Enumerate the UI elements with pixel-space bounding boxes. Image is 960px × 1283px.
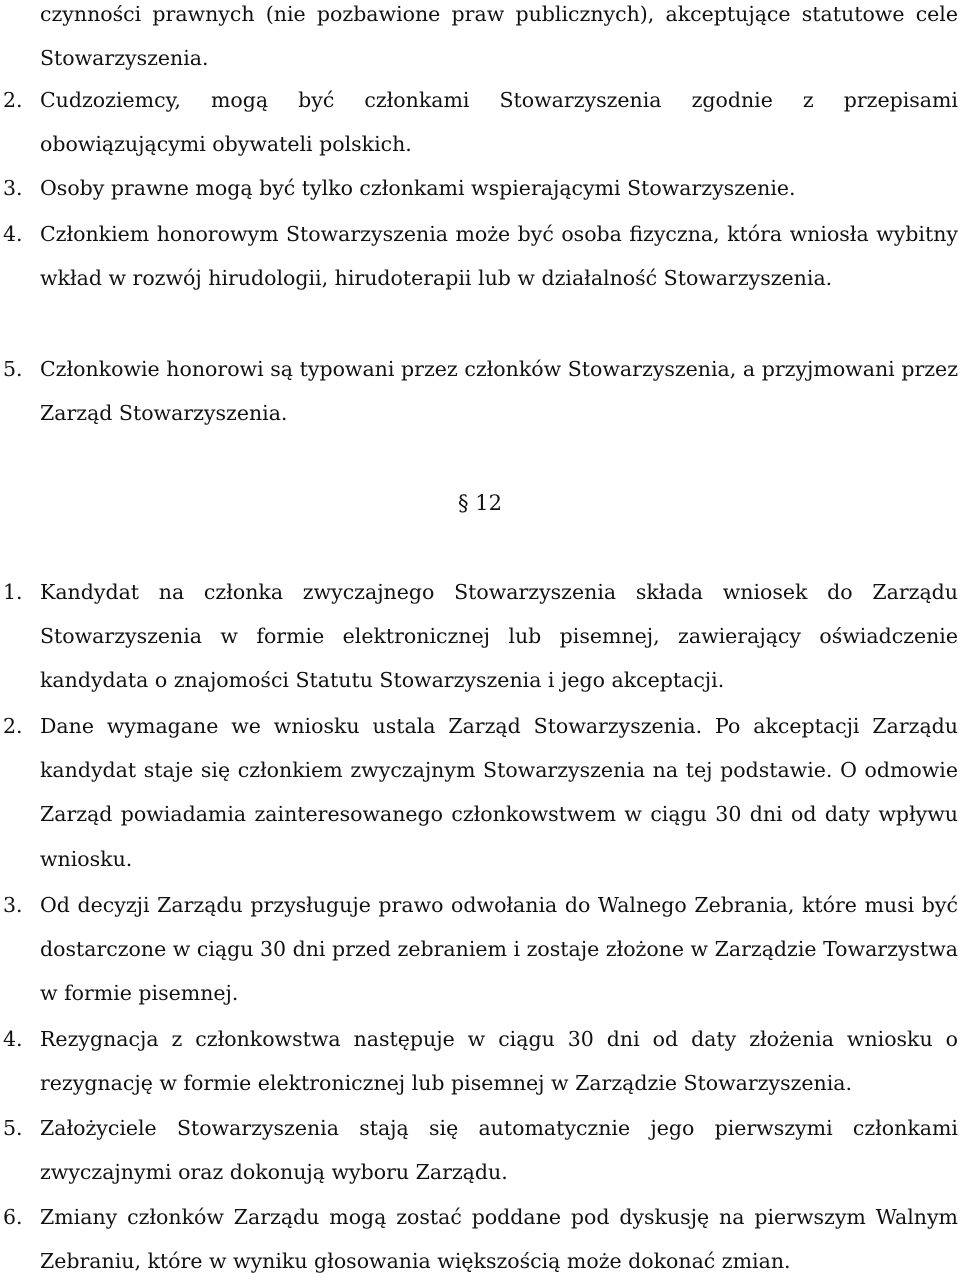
item-number: 2.: [3, 88, 23, 112]
item-number: 6.: [3, 1205, 23, 1229]
list-item: [3, 1106, 958, 1194]
item-number: 3.: [3, 176, 23, 200]
item-text: Członkiem honorowym Stowarzyszenia może być osoba fizyczna, która wniosła wybitny wkład w rozwój hirudologii, hirudoterapii lub w działalność Stowarzyszenia.: [40, 222, 958, 291]
item-text: Członkowie honorowi są typowani przez członków Stowarzyszenia, a przyjmowani przez Zarząd Stowarzyszenia.: [40, 357, 958, 426]
continuation-paragraph: czynności prawnych (nie pozbawione praw publicznych), akceptujące statutowe cele Stowarzyszenia.: [40, 2, 958, 71]
item-text: Założyciele Stowarzyszenia stają się automatycznie jego pierwszymi członkami zwyczajnymi oraz dokonują wyboru Zarządu.: [40, 1116, 958, 1185]
item-number: 4.: [3, 1027, 23, 1051]
list-item: [3, 166, 958, 210]
list-item: [3, 883, 958, 1016]
item-text: Zmiany członków Zarządu mogą zostać poddane pod dyskusję na pierwszym Walnym Zebraniu, które w wyniku głosowania większością może dokonać zmian.: [40, 1205, 958, 1274]
item-text: Rezygnacja z członkowstwa następuje w ciągu 30 dni od daty złożenia wniosku o rezygnację w formie elektronicznej lub pisemnej w Zarządzie Stowarzyszenia.: [40, 1027, 958, 1096]
item-number: 1.: [3, 580, 23, 604]
item-number: 4.: [3, 222, 23, 246]
list-item: [3, 78, 958, 166]
item-text: Cudzoziemcy, mogą być członkami Stowarzyszenia zgodnie z przepisami obowiązującymi obywateli polskich.: [40, 88, 958, 157]
list-item: [3, 1017, 958, 1105]
list-item: [3, 570, 958, 703]
item-text: Osoby prawne mogą być tylko członkami wspierającymi Stowarzyszenie.: [40, 176, 796, 200]
list-item: [3, 1195, 958, 1283]
item-number: 5.: [3, 357, 23, 381]
item-text: Kandydat na członka zwyczajnego Stowarzyszenia składa wniosek do Zarządu Stowarzyszenia w formie elektronicznej lub pisemnej, zawierający oświadczenie kandydata o znajomości Statutu Stowarzyszenia i jego akceptacji.: [40, 580, 958, 693]
list-item: [3, 347, 958, 435]
item-number: 3.: [3, 893, 23, 917]
list-item: [3, 212, 958, 300]
item-text: Dane wymagane we wniosku ustala Zarząd Stowarzyszenia. Po akceptacji Zarządu kandydat staje się członkiem zwyczajnym Stowarzyszenia na tej podstawie. O odmowie Zarząd powiadamia zainteresowanego członkowstwem w ciągu 30 dni od daty wpływu wniosku.: [40, 714, 958, 871]
item-text: Od decyzji Zarządu przysługuje prawo odwołania do Walnego Zebrania, które musi być dostarczone w ciągu 30 dni przed zebraniem i zostaje złożone w Zarządzie Towarzystwa w formie pisemnej.: [40, 893, 958, 1006]
item-number: 5.: [3, 1116, 23, 1140]
item-number: 2.: [3, 714, 23, 738]
section-heading: § 12: [458, 491, 502, 515]
list-item: [3, 704, 958, 881]
